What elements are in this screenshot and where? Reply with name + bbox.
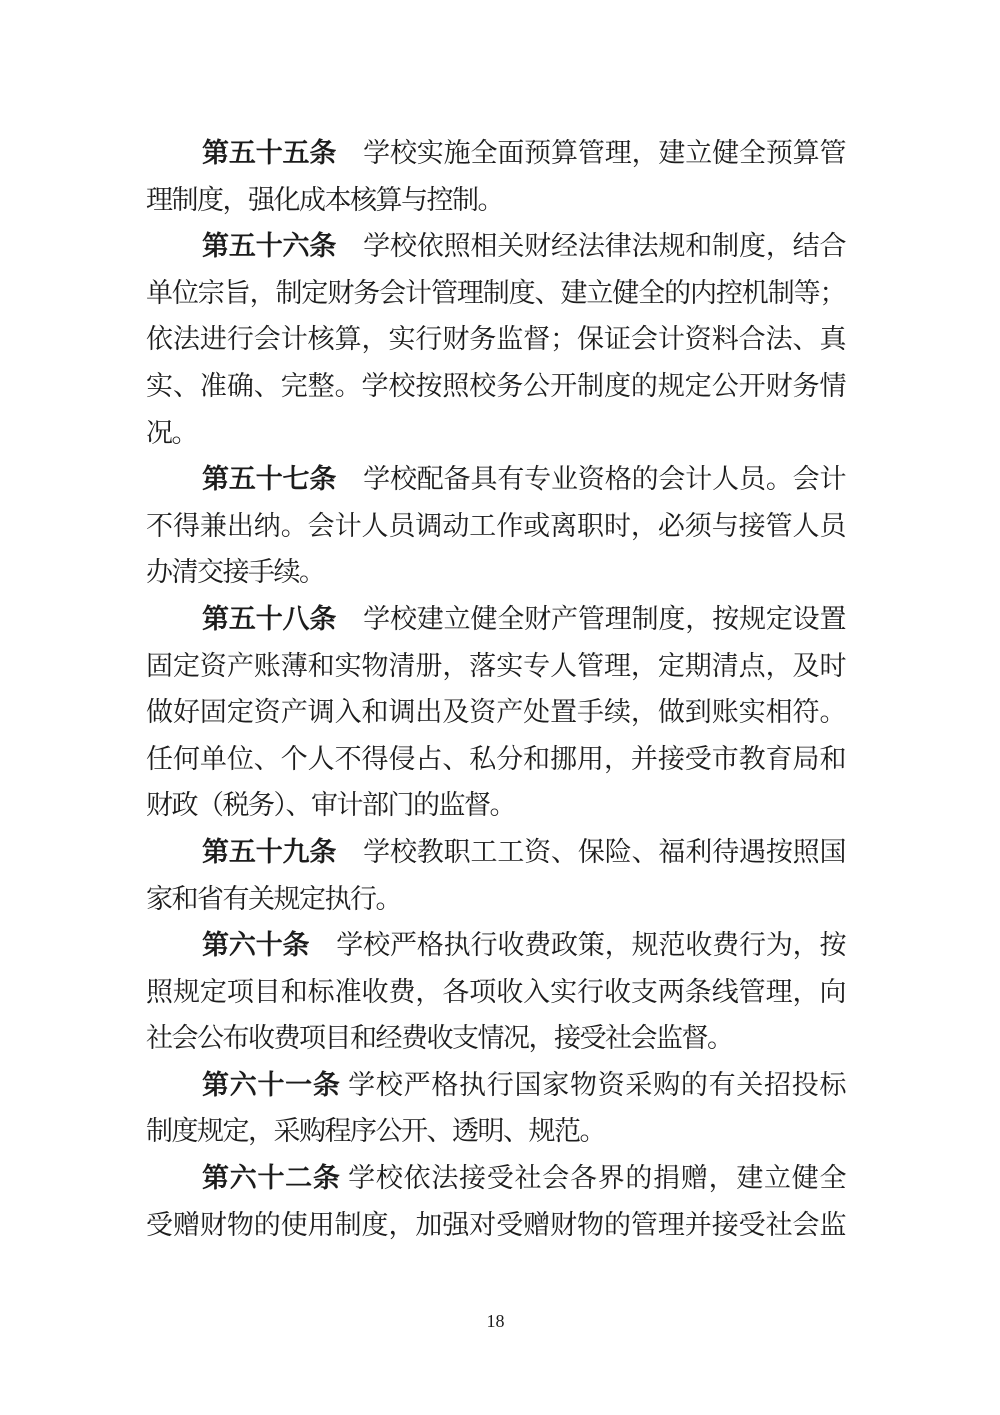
document-line [146,549,845,596]
document-line [146,643,845,690]
line-text: 依法进行会计核算，实行财务监督；保证会计资料合法、真 [146,324,845,355]
line-text: 不得兼出纳。会计人员调动工作或离职时，必须与接管人员 [146,510,845,541]
line-text: 学校依法接受社会各界的捐赠，建立健全 [340,1163,846,1194]
article-number: 第五十六条 [202,231,337,262]
document-line [146,922,845,969]
document-line [146,410,845,457]
article-paragraph [146,223,845,456]
document-line [146,503,845,550]
line-text: 固定资产账薄和实物清册，落实专人管理，定期清点，及时 [146,650,845,681]
document-line [146,316,845,363]
article-paragraph [146,922,845,1062]
article-paragraph [146,1155,845,1248]
article-paragraph [146,130,845,223]
line-text: 理制度，强化成本核算与控制。 [146,184,503,215]
line-text: 况。 [146,417,197,448]
line-text: 学校教职工工资、保险、福利待遇按照国 [336,836,846,867]
line-text: 家和省有关规定执行。 [146,883,401,914]
document-line [146,829,845,876]
document-line [146,270,845,317]
document-line [146,1108,845,1155]
article-number: 第五十七条 [202,464,337,495]
line-text: 实、准确、完整。学校按照校务公开制度的规定公开财务情 [146,370,845,401]
line-text: 照规定项目和标准收费，各项收入实行收支两条线管理，向 [146,976,845,1007]
document-line [146,1202,845,1249]
article-paragraph [146,456,845,596]
document-line [146,596,845,643]
line-text: 任何单位、个人不得侵占、私分和挪用，并接受市教育局和 [146,743,845,774]
line-text: 受赠财物的使用制度，加强对受赠财物的管理并接受社会监 [146,1209,845,1240]
document-content [146,130,845,1248]
line-text: 制度规定，采购程序公开、透明、规范。 [146,1116,605,1147]
document-line [146,969,845,1016]
line-text: 办清交接手续。 [146,557,325,588]
article-number: 第六十条 [202,930,310,961]
line-text: 学校严格执行国家物资采购的有关招投标 [340,1069,846,1100]
document-line [146,223,845,270]
article-paragraph [146,1062,845,1155]
line-text: 单位宗旨，制定财务会计管理制度、建立健全的内控机制等； [146,277,845,308]
article-number: 第六十一条 [202,1069,341,1100]
article-paragraph [146,829,845,922]
document-line [146,782,845,829]
article-paragraph [146,596,845,829]
line-text: 学校实施全面预算管理，建立健全预算管 [336,138,846,168]
line-text: 做好固定资产调入和调出及资产处置手续，做到账实相符。 [146,697,845,728]
article-number: 第五十八条 [202,603,337,634]
document-line [146,363,845,410]
document-line [146,1015,845,1062]
document-line [146,689,845,736]
line-text: 财政（税务）、审计部门的监督。 [146,790,515,821]
document-line [146,456,845,503]
document-line [146,1155,845,1202]
article-number: 第六十二条 [202,1163,341,1194]
document-line [146,736,845,783]
document-line [146,876,845,923]
line-text: 学校建立健全财产管理制度，按规定设置 [336,603,846,634]
page-number: 18 [486,1311,505,1331]
line-text: 学校严格执行收费政策，规范收费行为，按 [309,930,846,961]
article-number: 第五十五条 [202,138,337,168]
article-number: 第五十九条 [202,836,337,867]
line-text: 学校依照相关财经法律法规和制度，结合 [336,231,846,262]
line-text: 社会公布收费项目和经费收支情况，接受社会监督。 [146,1023,733,1054]
document-line [146,130,845,177]
document-line [146,177,845,224]
document-line [146,1062,845,1109]
line-text: 学校配备具有专业资格的会计人员。会计 [336,464,846,495]
